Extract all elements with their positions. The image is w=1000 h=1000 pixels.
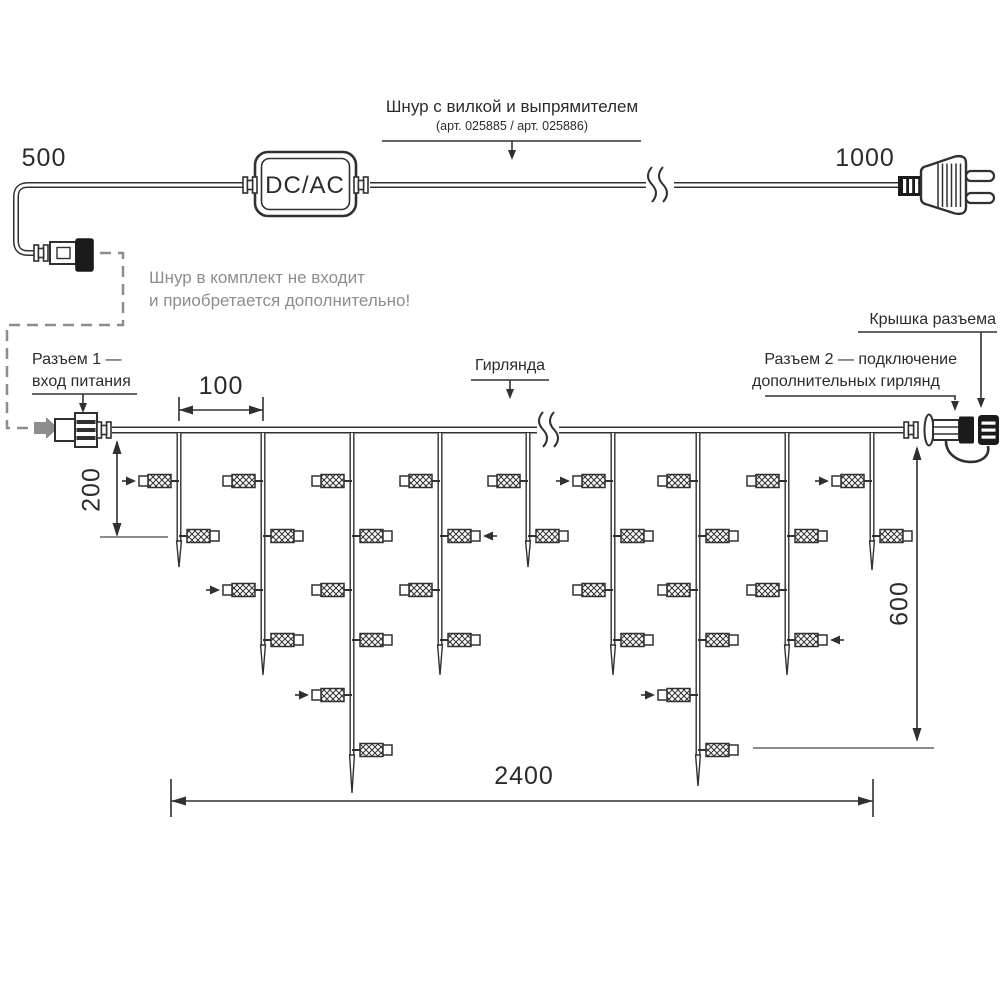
icicle-drop: [641, 433, 738, 786]
cord-end-connector: [34, 239, 93, 271]
icicle-drop: [815, 433, 912, 570]
connector1-label-line2: вход питания: [32, 373, 131, 390]
cord-title: Шнур с вилкой и выпрямителем: [385, 97, 639, 116]
dim-100-label: 100: [198, 372, 244, 400]
connector-cap-label: Крышка разъема: [869, 311, 996, 328]
icicle-drop: [206, 433, 303, 675]
cord-not-included-note-line1: Шнур в комплект не входит: [149, 268, 365, 287]
power-cord: [16, 185, 898, 253]
connector1-power-input: [55, 413, 111, 447]
connector2-label-line1: Разъем 2 — подключение: [764, 351, 957, 368]
dimension-lines: [100, 397, 934, 817]
icicle-drop: [488, 433, 568, 567]
icicle-drop: [122, 433, 219, 567]
cord-not-included-note-line2: и приобретается дополнительно!: [149, 291, 411, 310]
icicle-drop: [295, 433, 392, 793]
dim-500-label: 500: [21, 144, 67, 172]
dim-2400-label: 2400: [494, 762, 554, 790]
mains-plug: [898, 156, 994, 214]
connector2-label-line2: дополнительных гирлянд: [752, 373, 940, 390]
optional-cord-dashed-path: [7, 253, 123, 439]
dim-600-label: 600: [885, 581, 914, 626]
connector1-label-line1: Разъем 1 —: [32, 351, 122, 368]
dim-1000-label: 1000: [835, 144, 895, 172]
dim-200-label: 200: [77, 467, 106, 512]
icicle-drop: [747, 433, 844, 675]
cord-article-numbers: (арт. 025885 / арт. 025886): [436, 119, 588, 133]
icicle-drop: [400, 433, 497, 675]
dcac-adapter-label: DC/AC: [265, 172, 345, 199]
icicle-drop: [556, 433, 653, 675]
garland-label: Гирлянда: [474, 357, 546, 374]
